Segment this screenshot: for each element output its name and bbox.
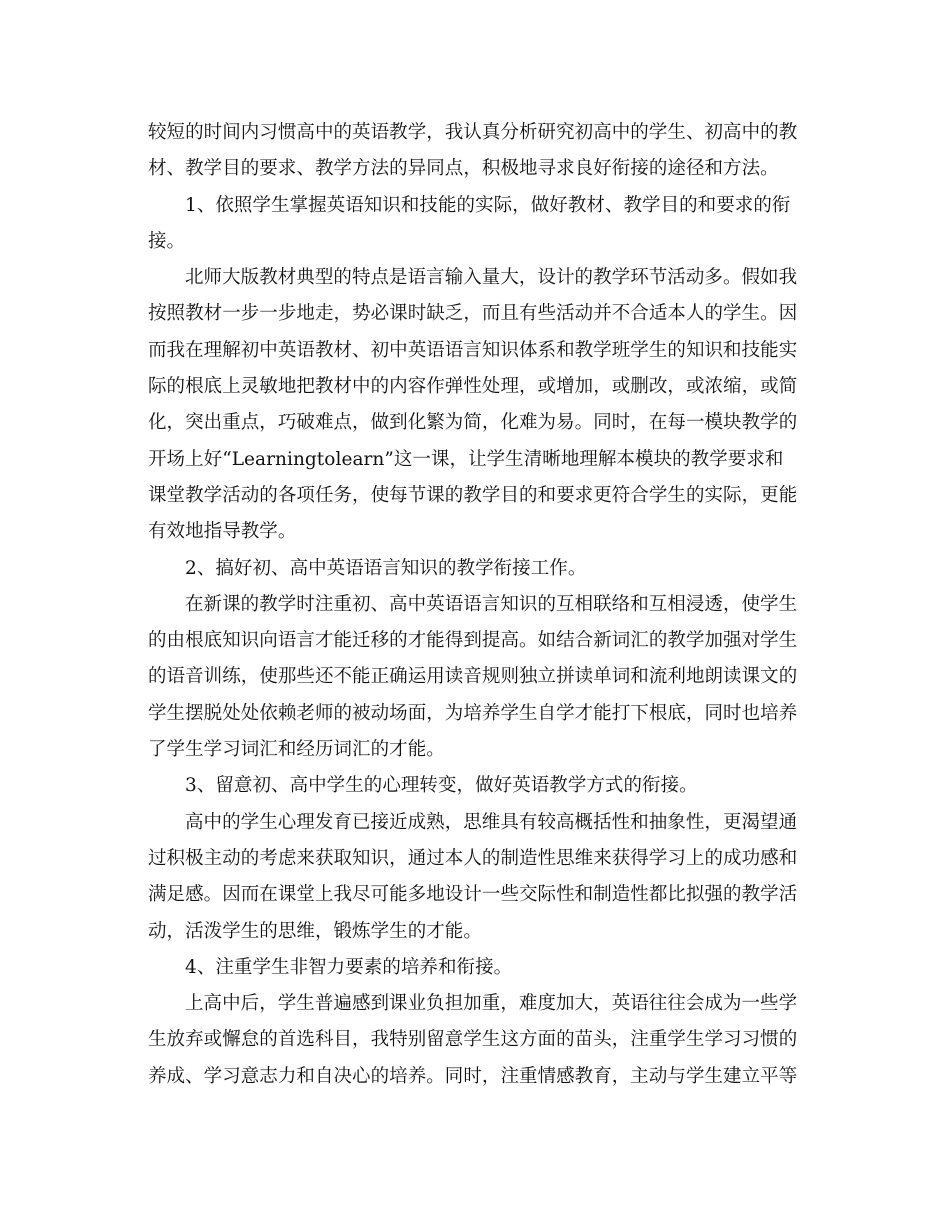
text-line: 学生摆脱处处依赖老师的被动场面，为培养学生自学才能打下根底，同时也培养 xyxy=(148,702,798,724)
text-line: 按照教材一步一步地走，势必课时缺乏，而且有些活动并不合适本人的学生。因 xyxy=(148,303,798,325)
text-line: 生放弃或懈怠的首选科目，我特别留意学生这方面的苗头，注重学生学习习惯的 xyxy=(148,1029,798,1051)
text-line: 3、留意初、高中学生的心理转变，做好英语教学方式的衔接。 xyxy=(185,775,698,797)
text-line: 满足感。因而在课堂上我尽可能多地设计一些交际性和制造性都比拟强的教学活 xyxy=(148,884,798,906)
text-line: 的由根底知识向语言才能迁移的才能得到提高。如结合新词汇的教学加强对学生 xyxy=(148,630,798,652)
text-line: 有效地指导教学。 xyxy=(148,521,297,543)
text-line: 开场上好“Learningtolearn”这一课，让学生清晰地理解本模块的教学要求和 xyxy=(148,448,784,470)
text-line: 高中的学生心理发育已接近成熟，思维具有较高概括性和抽象性，更渴望通 xyxy=(185,811,798,833)
text-line: 北师大版教材典型的特点是语言输入量大，设计的教学环节活动多。假如我 xyxy=(185,267,798,289)
text-line: 材、教学目的要求、教学方法的异同点，积极地寻求良好衔接的途径和方法。 xyxy=(148,158,779,180)
text-line: 养成、学习意志力和自决心的培养。同时，注重情感教育，主动与学生建立平等 xyxy=(148,1065,798,1087)
text-line: 过积极主动的考虑来获取知识，通过本人的制造性思维来获得学习上的成功感和 xyxy=(148,847,798,869)
text-line: 动，活泼学生的思维，锻炼学生的才能。 xyxy=(148,920,482,942)
text-line: 课堂教学活动的各项任务，使每节课的教学目的和要求更符合学生的实际，更能 xyxy=(148,484,798,506)
text-line: 较短的时间内习惯高中的英语教学，我认真分析研究初高中的学生、初高中的教 xyxy=(148,122,798,143)
text-line: 的语音训练，使那些还不能正确运用读音规则独立拼读单词和流利地朗读课文的 xyxy=(148,666,798,688)
text-line: 2、搞好初、高中英语语言知识的教学衔接工作。 xyxy=(185,557,587,579)
text-line: 接。 xyxy=(148,230,186,252)
text-line: 化，突出重点，巧破难点，做到化繁为简，化难为易。同时，在每一模块教学的 xyxy=(148,412,798,434)
text-line: 在新课的教学时注重初、高中英语语言知识的互相联络和互相浸透，使学生 xyxy=(185,593,798,615)
document-page xyxy=(148,115,800,1095)
text-line: 了学生学习词汇和经历词汇的才能。 xyxy=(148,739,445,761)
text-line: 上高中后，学生普遍感到课业负担加重，难度加大，英语往往会成为一些学 xyxy=(185,993,798,1015)
text-line: 而我在理解初中英语教材、初中英语语言知识体系和教学班学生的知识和技能实 xyxy=(148,339,798,361)
text-line: 4、注重学生非智力要素的培养和衔接。 xyxy=(185,956,513,978)
text-line: 际的根底上灵敏地把教材中的内容作弹性处理，或增加，或删改，或浓缩，或简 xyxy=(148,376,798,398)
text-line: 1、依照学生掌握英语知识和技能的实际，做好教材、教学目的和要求的衔 xyxy=(185,194,791,216)
